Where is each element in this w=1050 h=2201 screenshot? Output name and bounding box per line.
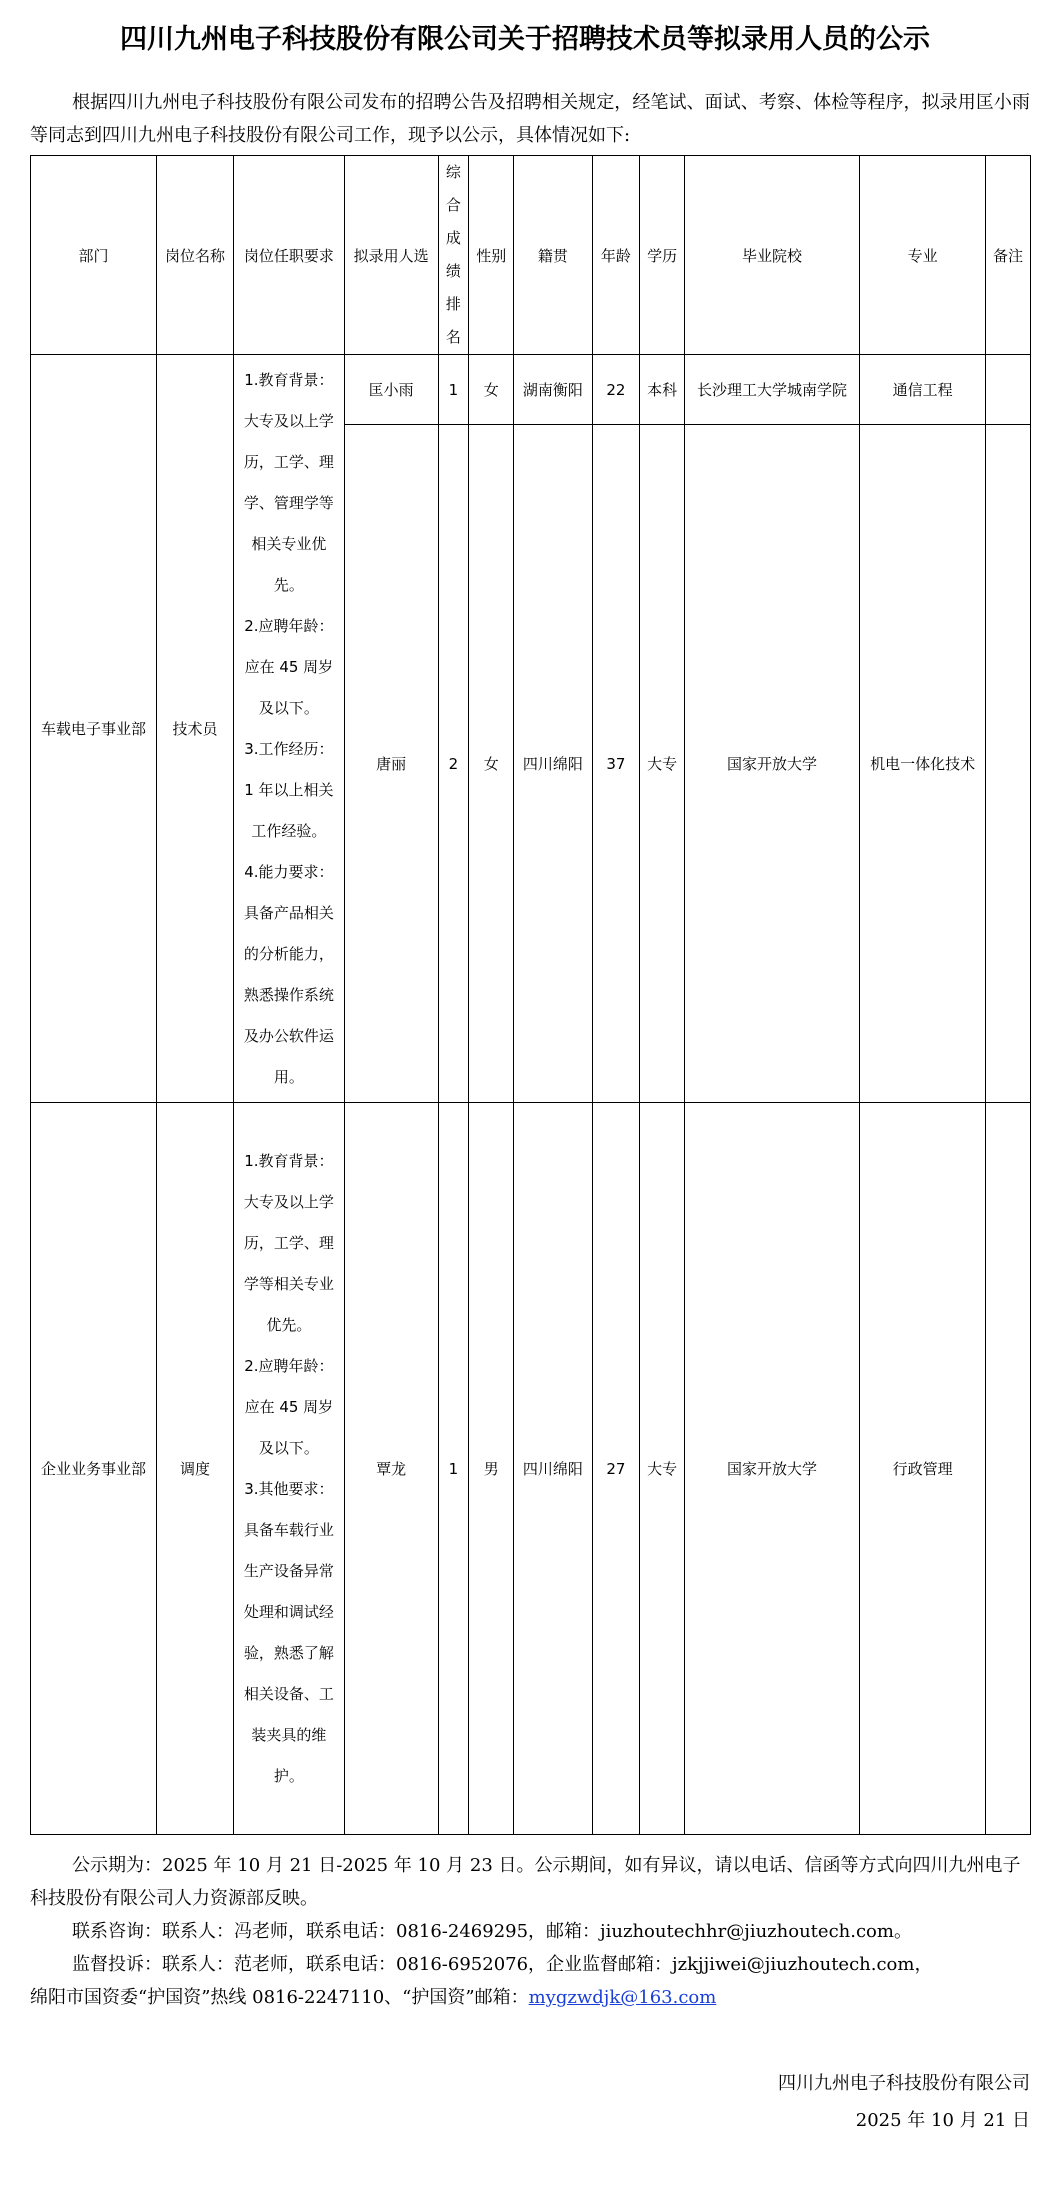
cell-department: 车载电子事业部 xyxy=(31,355,157,1103)
notice-date: 2025 年 10 月 21 日 xyxy=(855,2110,1030,2131)
requirement-line: 的分析能力， xyxy=(243,944,334,963)
requirement-line: 处理和调试经 xyxy=(243,1602,334,1621)
intro-paragraph: 根据四川九州电子科技股份有限公司发布的招聘公告及招聘相关规定，经笔试、面试、考察、体检等程序，拟录用匡小雨等同志到四川九州电子科技股份有限公司工作，现予以公示，具体情况如下: xyxy=(30,92,1030,146)
requirement-line: 学等相关专业 xyxy=(243,1274,334,1293)
cell-age: 22 xyxy=(592,355,640,425)
requirement-line: 用。 xyxy=(273,1067,304,1086)
requirement-line: 历，工学、理 xyxy=(243,452,334,471)
requirement-line: 及以下。 xyxy=(258,1438,319,1457)
header-major: 专业 xyxy=(860,156,986,355)
cell-rank: 1 xyxy=(438,1103,469,1835)
requirement-line: 3.工作经历： xyxy=(244,739,334,758)
requirement-line: 具备车载行业 xyxy=(243,1520,334,1539)
supervision-info: 监督投诉：联系人：范老师，联系电话：0816-6952076，企业监督邮箱：jzkjjiwei@jiuzhoutech.com， xyxy=(72,1954,933,1975)
requirement-line: 学、管理学等 xyxy=(243,493,334,512)
cell-candidate: 覃龙 xyxy=(344,1103,438,1835)
requirement-line: 2.应聘年龄： xyxy=(244,1356,334,1375)
cell-remarks xyxy=(986,425,1031,1103)
header-position: 岗位名称 xyxy=(157,156,234,355)
requirement-line: 2.应聘年龄： xyxy=(244,616,334,635)
requirement-line: 1.教育背景： xyxy=(244,1151,334,1170)
requirement-line: 及以下。 xyxy=(258,698,319,717)
requirement-line: 生产设备异常 xyxy=(243,1561,334,1580)
cell-education: 大专 xyxy=(640,425,685,1103)
cell-requirements xyxy=(234,1103,345,1835)
requirement-line: 工作经验。 xyxy=(251,821,327,840)
cell-requirements xyxy=(234,355,345,1103)
cell-hometown: 四川绵阳 xyxy=(514,425,592,1103)
cell-major: 机电一体化技术 xyxy=(860,425,986,1103)
header-school: 毕业院校 xyxy=(684,156,859,355)
header-age: 年龄 xyxy=(592,156,640,355)
publicity-period: 公示期为：2025 年 10 月 21 日-2025 年 10 月 23 日。公示期间，如有异议，请以电话、信函等方式向四川九州电子科技股份有限公司人力资源部反映。 xyxy=(30,1855,1021,1909)
header-education: 学历 xyxy=(640,156,685,355)
header-candidate: 拟录用人选 xyxy=(344,156,438,355)
cell-remarks xyxy=(986,1103,1031,1835)
hotline-info xyxy=(30,1981,1030,2014)
cell-gender: 女 xyxy=(469,355,514,425)
requirement-line: 相关专业优 xyxy=(251,534,327,553)
cell-remarks xyxy=(986,355,1031,425)
header-remarks: 备注 xyxy=(986,156,1031,355)
requirement-line: 护。 xyxy=(273,1766,304,1785)
table-row xyxy=(31,355,1031,425)
signature-block xyxy=(778,2067,1030,2137)
header-department: 部门 xyxy=(31,156,157,355)
cell-education: 本科 xyxy=(640,355,685,425)
cell-candidate: 唐丽 xyxy=(344,425,438,1103)
table-row xyxy=(31,1103,1031,1835)
requirement-line: 熟悉操作系统 xyxy=(243,985,334,1004)
header-rank-text: 综合成绩排名 xyxy=(445,163,461,346)
cell-candidate: 匡小雨 xyxy=(344,355,438,425)
requirement-line: 应在 45 周岁 xyxy=(244,1397,334,1416)
cell-school: 长沙理工大学城南学院 xyxy=(684,355,859,425)
header-requirements: 岗位任职要求 xyxy=(234,156,345,355)
requirement-line: 优先。 xyxy=(266,1315,312,1334)
cell-school: 国家开放大学 xyxy=(684,1103,859,1835)
cell-age: 37 xyxy=(592,425,640,1103)
cell-gender: 女 xyxy=(469,425,514,1103)
cell-department: 企业业务事业部 xyxy=(31,1103,157,1835)
requirement-line: 装夹具的维 xyxy=(251,1725,327,1744)
requirement-line: 先。 xyxy=(273,575,304,594)
contact-info: 联系咨询：联系人：冯老师，联系电话：0816-2469295，邮箱：jiuzhoutechhr@jiuzhoutech.com。 xyxy=(72,1921,912,1942)
cell-hometown: 四川绵阳 xyxy=(514,1103,592,1835)
requirement-line: 应在 45 周岁 xyxy=(244,657,334,676)
hotline-text: 绵阳市国资委“护国资”热线 0816-2247110、“护国资”邮箱： xyxy=(30,1987,529,2008)
hotline-email-link[interactable]: mygzwdjk@163.com xyxy=(528,1987,717,2008)
header-rank xyxy=(438,156,469,355)
cell-rank: 2 xyxy=(438,425,469,1103)
requirement-line: 大专及以上学 xyxy=(243,1192,334,1211)
cell-position: 技术员 xyxy=(157,355,234,1103)
company-name: 四川九州电子科技股份有限公司 xyxy=(778,2073,1030,2094)
cell-major: 行政管理 xyxy=(860,1103,986,1835)
requirement-line: 4.能力要求： xyxy=(244,862,334,881)
page-title: 四川九州电子科技股份有限公司关于招聘技术员等拟录用人员的公示 xyxy=(120,24,930,55)
requirement-line: 历，工学、理 xyxy=(243,1233,334,1252)
candidates-table xyxy=(30,155,1031,1835)
cell-age: 27 xyxy=(592,1103,640,1835)
requirement-line: 及办公软件运 xyxy=(243,1026,334,1045)
table-header-row xyxy=(31,156,1031,355)
requirement-line: 1.教育背景： xyxy=(244,370,334,389)
cell-position: 调度 xyxy=(157,1103,234,1835)
cell-rank: 1 xyxy=(438,355,469,425)
requirement-line: 验，熟悉了解 xyxy=(243,1643,334,1662)
cell-education: 大专 xyxy=(640,1103,685,1835)
requirement-line: 3.其他要求： xyxy=(244,1479,334,1498)
header-hometown: 籍贯 xyxy=(514,156,592,355)
requirement-line: 相关设备、工 xyxy=(243,1684,334,1703)
cell-gender: 男 xyxy=(469,1103,514,1835)
notice-footer xyxy=(30,1849,1030,2014)
requirement-line: 1 年以上相关 xyxy=(244,780,334,799)
requirement-line: 大专及以上学 xyxy=(243,411,334,430)
header-gender: 性别 xyxy=(469,156,514,355)
cell-major: 通信工程 xyxy=(860,355,986,425)
cell-school: 国家开放大学 xyxy=(684,425,859,1103)
cell-hometown: 湖南衡阳 xyxy=(514,355,592,425)
requirement-line: 具备产品相关 xyxy=(243,903,334,922)
